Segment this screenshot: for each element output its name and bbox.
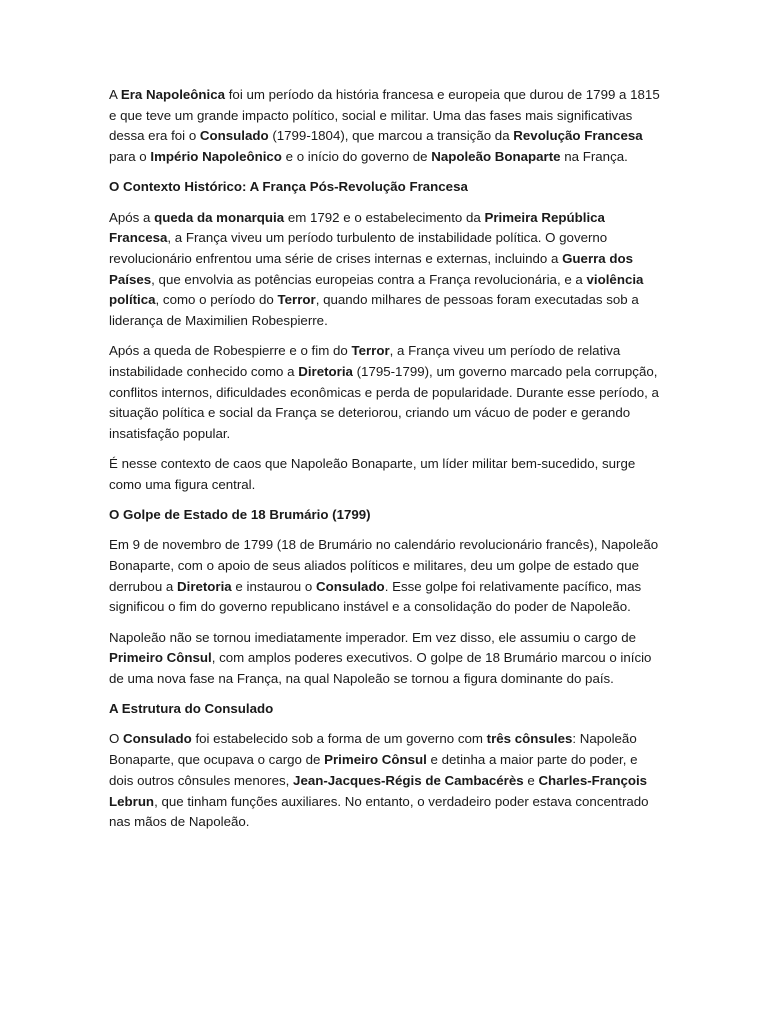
bold-term: Consulado: [315, 578, 385, 594]
body-paragraph-1: [109, 85, 664, 168]
bold-term: Terror: [351, 343, 390, 359]
text-run: e detinha a maior parte do poder, e dois outros cônsules menores,: [109, 752, 638, 788]
text-run: Napoleão não se tornou imediatamente imperador. Em vez disso, ele assumiu o cargo de: [109, 629, 636, 645]
section-heading-golpe: [109, 505, 664, 526]
text-run: Após a: [109, 209, 155, 225]
section-heading-estrutura: [109, 699, 664, 720]
bold-term: Charles-François Lebrun: [109, 772, 648, 809]
body-paragraph-4: [109, 454, 664, 495]
bold-term: Napoleão Bonaparte: [431, 149, 561, 165]
bold-term: Revolução Francesa: [513, 128, 643, 144]
bold-term: Terror: [277, 292, 316, 308]
text-run: , quando milhares de pessoas foram executadas sob a liderança de Maximilien Robespierre.: [109, 292, 639, 329]
text-run: , a França viveu um período turbulento de instabilidade política. O governo revolucionário enfrentou uma série de crises internas e externas, incluindo a: [109, 230, 608, 266]
bold-term: Consulado: [199, 128, 269, 144]
body-paragraph-6: [109, 628, 664, 690]
bold-term: Diretoria: [177, 578, 232, 594]
text-run: e: [523, 772, 539, 788]
bold-term: Primeiro Cônsul: [324, 752, 427, 768]
bold-term: Império Napoleônico: [150, 149, 282, 165]
text-run: foi estabelecido sob a forma de um governo com: [191, 731, 487, 747]
body-paragraph-5: [109, 535, 664, 618]
text-run: , a França viveu um período de relativa instabilidade conhecido como a: [109, 343, 621, 379]
bold-term: Primeira República Francesa: [109, 209, 605, 246]
text-run: Em 9 de novembro de 1799 (18 de Brumário no calendário revolucionário francês), Napoleão Bonaparte, com o apoio de seus aliados políticos e militares, deu um golpe de estado que derrubou a: [109, 537, 659, 594]
section-heading-contexto: [109, 177, 664, 198]
text-run: A Estrutura do Consulado: [109, 701, 274, 717]
text-run: para o: [109, 149, 151, 165]
bold-term: violência política: [109, 271, 644, 308]
text-run: e instaurou o: [231, 578, 316, 594]
text-run: : Napoleão Bonaparte, que ocupava o cargo de: [109, 731, 637, 768]
bold-term: Primeiro Cônsul: [109, 650, 212, 666]
text-run: O Golpe de Estado de 18 Brumário (1799): [109, 507, 371, 523]
text-run: na França.: [560, 149, 628, 165]
text-run: . Esse golpe foi relativamente pacífico, mas significou o fim do governo republicano instável e a consolidação do poder de Napoleão.: [109, 578, 642, 615]
text-run: foi um período da história francesa e europeia que durou de 1799 a 1815 e que teve um grande impacto político, social e militar. Uma das fases mais significativas dessa era foi o: [109, 87, 660, 144]
document-body: [109, 85, 664, 843]
bold-term: Guerra dos Países: [109, 250, 634, 287]
text-run: em 1792 e o estabelecimento da: [284, 209, 485, 225]
text-run: , como o período do: [155, 292, 278, 308]
text-run: É nesse contexto de caos que Napoleão Bonaparte, um líder militar bem-sucedido, surge como uma figura central.: [109, 456, 636, 492]
text-run: , que envolvia as potências europeias contra a França revolucionária, e a: [151, 271, 587, 287]
bold-term: Era Napoleônica: [120, 87, 226, 102]
bold-term: três cônsules: [486, 731, 573, 747]
text-run: O Contexto Histórico: A França Pós-Revolução Francesa: [109, 179, 468, 195]
body-paragraph-7: [109, 729, 664, 833]
text-run: (1799-1804), que marcou a transição da: [268, 128, 514, 144]
text-run: e o início do governo de: [281, 149, 432, 165]
bold-term: Jean-Jacques-Régis de Cambacérès: [293, 772, 524, 788]
text-run: O: [109, 731, 124, 747]
text-run: , com amplos poderes executivos. O golpe de 18 Brumário marcou o início de uma nova fase na França, na qual Napoleão se tornou a figura dominante do país.: [109, 650, 652, 687]
text-run: , que tinham funções auxiliares. No entanto, o verdadeiro poder estava concentrado nas mãos de Napoleão.: [109, 793, 649, 830]
text-run: A: [109, 87, 121, 102]
bold-term: Diretoria: [298, 363, 353, 379]
body-paragraph-3: [109, 341, 664, 445]
bold-term: queda da monarquia: [154, 209, 285, 225]
text-run: Após a queda de Robespierre e o fim do: [109, 343, 352, 359]
body-paragraph-2: [109, 208, 664, 332]
text-run: (1795-1799), um governo marcado pela corrupção, conflitos internos, dificuldades econômicas e perda de popularidade. Durante esse período, a situação política e social da França se deteriorou, criando um vácuo de poder e gerando insatisfação popular.: [109, 363, 659, 442]
bold-term: Consulado: [123, 731, 192, 747]
